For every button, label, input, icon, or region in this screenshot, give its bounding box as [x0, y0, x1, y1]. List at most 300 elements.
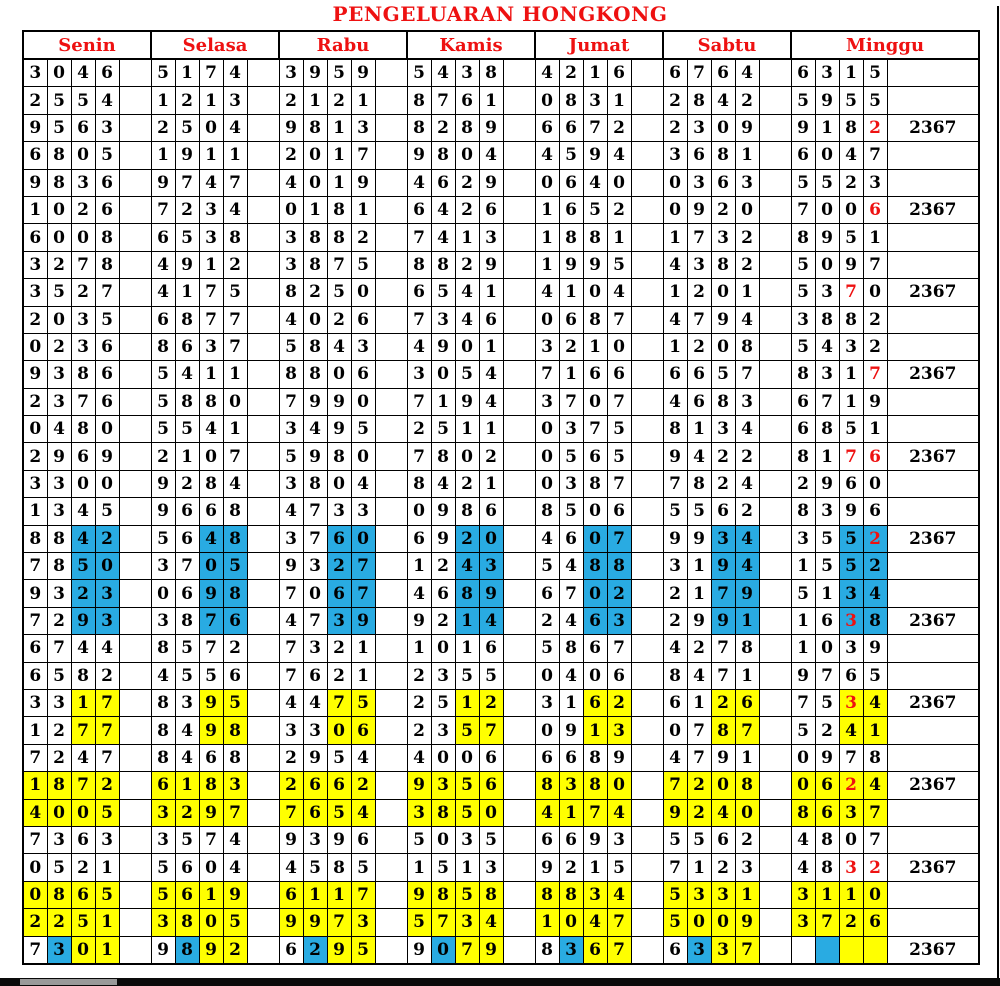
scrollbar-thumb[interactable] — [20, 979, 117, 985]
digit-cell: 1 — [839, 881, 863, 908]
digit-cell: 5 — [431, 689, 455, 716]
digit-cell: 9 — [351, 59, 375, 87]
note-cell — [887, 251, 979, 278]
spacer-cell — [759, 470, 791, 497]
spacer-cell — [375, 498, 407, 525]
spacer-cell — [247, 936, 279, 964]
digit-cell: 8 — [223, 498, 247, 525]
digit-cell: 2 — [863, 854, 887, 881]
digit-cell: 2 — [815, 717, 839, 744]
digit-cell: 4 — [559, 607, 583, 634]
spacer-cell — [759, 196, 791, 223]
spacer-cell — [503, 142, 535, 169]
digit-cell: 3 — [279, 525, 303, 552]
digit-cell: 0 — [431, 744, 455, 771]
digit-cell: 4 — [735, 416, 759, 443]
digit-cell: 2 — [151, 114, 175, 141]
spacer-cell — [631, 689, 663, 716]
digit-cell: 6 — [327, 580, 351, 607]
digit-cell: 6 — [151, 772, 175, 799]
digit-cell: 8 — [407, 87, 431, 114]
digit-cell: 2 — [839, 772, 863, 799]
spacer-cell — [119, 361, 151, 388]
digit-cell: 9 — [199, 799, 223, 826]
spacer-cell — [631, 772, 663, 799]
digit-cell: 9 — [663, 443, 687, 470]
note-cell — [887, 826, 979, 853]
digit-cell: 5 — [687, 826, 711, 853]
digit-cell: 9 — [711, 607, 735, 634]
digit-cell: 2 — [863, 525, 887, 552]
digit-cell: 1 — [175, 59, 199, 87]
digit-cell: 3 — [839, 689, 863, 716]
digit-cell: 5 — [559, 498, 583, 525]
spacer-cell — [375, 196, 407, 223]
table-row — [23, 224, 979, 251]
spacer-cell — [759, 881, 791, 908]
digit-cell: 2 — [535, 607, 559, 634]
digit-cell: 7 — [863, 826, 887, 853]
digit-cell: 5 — [535, 553, 559, 580]
table-row — [23, 744, 979, 771]
digit-cell: 3 — [607, 607, 631, 634]
digit-cell: 1 — [735, 279, 759, 306]
digit-cell: 3 — [151, 607, 175, 634]
digit-cell: 6 — [479, 196, 503, 223]
digit-cell: 9 — [303, 443, 327, 470]
digit-cell: 7 — [791, 196, 815, 223]
digit-cell: 1 — [663, 279, 687, 306]
spacer-cell — [119, 333, 151, 360]
digit-cell: 9 — [199, 717, 223, 744]
digit-cell: 5 — [455, 772, 479, 799]
spacer-cell — [631, 662, 663, 689]
digit-cell: 4 — [583, 909, 607, 936]
spacer-cell — [247, 553, 279, 580]
digit-cell: 8 — [327, 196, 351, 223]
table-row — [23, 114, 979, 141]
digit-cell: 9 — [583, 826, 607, 853]
digit-cell: 5 — [839, 87, 863, 114]
digit-cell: 6 — [431, 580, 455, 607]
digit-cell: 4 — [95, 635, 119, 662]
digit-cell: 5 — [791, 169, 815, 196]
digit-cell: 6 — [455, 87, 479, 114]
table-row — [23, 498, 979, 525]
digit-cell: 1 — [791, 607, 815, 634]
spacer-cell — [247, 388, 279, 415]
digit-cell: 6 — [351, 306, 375, 333]
digit-cell: 3 — [23, 470, 47, 497]
digit-cell: 2 — [711, 854, 735, 881]
digit-cell: 3 — [711, 881, 735, 908]
digit-cell: 3 — [839, 799, 863, 826]
digit-cell: 9 — [791, 662, 815, 689]
digit-cell: 7 — [479, 717, 503, 744]
digit-cell: 0 — [535, 717, 559, 744]
table-row — [23, 854, 979, 881]
digit-cell: 1 — [223, 361, 247, 388]
digit-cell: 6 — [559, 744, 583, 771]
digit-cell: 2 — [559, 333, 583, 360]
digit-cell: 3 — [23, 689, 47, 716]
digit-cell: 3 — [863, 169, 887, 196]
digit-cell: 6 — [559, 169, 583, 196]
digit-cell: 6 — [175, 580, 199, 607]
digit-cell: 2 — [863, 306, 887, 333]
digit-cell: 8 — [95, 251, 119, 278]
spacer-cell — [119, 662, 151, 689]
digit-cell: 0 — [711, 333, 735, 360]
digit-cell: 0 — [711, 909, 735, 936]
spacer-cell — [503, 498, 535, 525]
spacer-cell — [759, 279, 791, 306]
digit-cell: 0 — [663, 169, 687, 196]
digit-cell: 3 — [279, 224, 303, 251]
digit-cell: 3 — [199, 333, 223, 360]
digit-cell: 4 — [223, 470, 247, 497]
digit-cell: 9 — [327, 416, 351, 443]
digit-cell: 0 — [583, 388, 607, 415]
digit-cell: 3 — [583, 87, 607, 114]
digit-cell: 4 — [327, 333, 351, 360]
spacer-cell — [503, 443, 535, 470]
digit-cell: 5 — [839, 224, 863, 251]
spacer-cell — [503, 799, 535, 826]
digit-cell: 0 — [863, 881, 887, 908]
digit-cell: 1 — [583, 854, 607, 881]
digit-cell: 5 — [839, 416, 863, 443]
digit-cell: 2 — [175, 87, 199, 114]
digit-cell: 0 — [711, 772, 735, 799]
digit-cell: 3 — [791, 909, 815, 936]
digit-cell: 7 — [199, 607, 223, 634]
digit-cell: 8 — [839, 306, 863, 333]
digit-cell: 9 — [303, 744, 327, 771]
digit-cell: 9 — [559, 251, 583, 278]
spacer-cell — [247, 333, 279, 360]
digit-cell: 4 — [735, 525, 759, 552]
digit-cell: 1 — [535, 251, 559, 278]
digit-cell: 5 — [351, 854, 375, 881]
digit-cell: 4 — [455, 306, 479, 333]
spacer-cell — [247, 662, 279, 689]
digit-cell: 8 — [175, 909, 199, 936]
digit-cell: 6 — [407, 525, 431, 552]
digit-cell: 5 — [863, 87, 887, 114]
digit-cell: 5 — [607, 443, 631, 470]
digit-cell: 9 — [583, 142, 607, 169]
digit-cell: 0 — [23, 854, 47, 881]
spacer-cell — [631, 717, 663, 744]
digit-cell: 7 — [607, 525, 631, 552]
digit-cell: 4 — [735, 470, 759, 497]
digit-cell: 9 — [407, 936, 431, 964]
spacer-cell — [759, 388, 791, 415]
spacer-cell — [119, 279, 151, 306]
digit-cell: 3 — [223, 87, 247, 114]
digit-cell: 9 — [151, 169, 175, 196]
digit-cell: 7 — [199, 306, 223, 333]
digit-cell: 3 — [479, 224, 503, 251]
digit-cell: 3 — [839, 854, 863, 881]
digit-cell: 0 — [303, 169, 327, 196]
spacer-cell — [759, 87, 791, 114]
digit-cell: 8 — [175, 936, 199, 964]
spacer-cell — [119, 114, 151, 141]
digit-cell: 2 — [663, 87, 687, 114]
digit-cell: 0 — [455, 142, 479, 169]
digit-cell: 7 — [199, 59, 223, 87]
spacer-cell — [503, 580, 535, 607]
digit-cell: 0 — [583, 525, 607, 552]
digit-cell: 4 — [23, 799, 47, 826]
digit-cell: 8 — [199, 388, 223, 415]
table-row — [23, 881, 979, 908]
digit-cell: 0 — [791, 744, 815, 771]
digit-cell: 3 — [279, 251, 303, 278]
spacer-cell — [119, 854, 151, 881]
digit-cell — [839, 936, 863, 964]
spacer-cell — [375, 772, 407, 799]
digit-cell: 6 — [95, 388, 119, 415]
digit-cell: 9 — [687, 196, 711, 223]
digit-cell: 7 — [607, 306, 631, 333]
digit-cell: 7 — [535, 361, 559, 388]
digit-cell: 0 — [351, 525, 375, 552]
digit-cell: 4 — [303, 689, 327, 716]
spacer-cell — [503, 114, 535, 141]
digit-cell: 2 — [95, 772, 119, 799]
digit-cell: 7 — [663, 470, 687, 497]
digit-cell: 7 — [687, 744, 711, 771]
digit-cell: 7 — [327, 251, 351, 278]
digit-cell: 0 — [327, 361, 351, 388]
digit-cell: 5 — [407, 59, 431, 87]
digit-cell: 3 — [815, 498, 839, 525]
digit-cell: 1 — [431, 388, 455, 415]
digit-cell: 3 — [175, 689, 199, 716]
digit-cell: 0 — [199, 114, 223, 141]
digit-cell: 5 — [791, 333, 815, 360]
digit-cell: 9 — [327, 936, 351, 964]
digit-cell: 6 — [583, 689, 607, 716]
spacer-cell — [631, 361, 663, 388]
note-cell — [887, 662, 979, 689]
digit-cell: 8 — [223, 717, 247, 744]
digit-cell: 1 — [23, 498, 47, 525]
digit-cell: 9 — [175, 142, 199, 169]
table-row — [23, 142, 979, 169]
spacer-cell — [503, 909, 535, 936]
spacer-cell — [503, 251, 535, 278]
spacer-cell — [759, 744, 791, 771]
digit-cell: 3 — [687, 936, 711, 964]
digit-cell: 0 — [71, 470, 95, 497]
day-header-senin: Senin — [23, 31, 151, 59]
digit-cell: 0 — [863, 279, 887, 306]
digit-cell: 1 — [175, 443, 199, 470]
digit-cell: 9 — [327, 388, 351, 415]
digit-cell: 6 — [687, 361, 711, 388]
digit-cell: 9 — [839, 251, 863, 278]
digit-cell: 3 — [431, 772, 455, 799]
digit-cell: 7 — [223, 443, 247, 470]
digit-cell: 9 — [431, 525, 455, 552]
spacer-cell — [631, 306, 663, 333]
digit-cell: 8 — [151, 744, 175, 771]
spacer-cell — [631, 169, 663, 196]
digit-cell: 0 — [815, 251, 839, 278]
digit-cell: 3 — [431, 717, 455, 744]
spacer-cell — [119, 306, 151, 333]
digit-cell: 8 — [791, 361, 815, 388]
digit-cell: 4 — [279, 169, 303, 196]
digit-cell: 8 — [607, 553, 631, 580]
spacer-cell — [631, 525, 663, 552]
spacer-cell — [503, 826, 535, 853]
digit-cell: 5 — [175, 826, 199, 853]
note-cell — [887, 224, 979, 251]
digit-cell: 7 — [663, 772, 687, 799]
digit-cell: 0 — [23, 416, 47, 443]
digit-cell: 8 — [327, 854, 351, 881]
digit-cell: 3 — [711, 525, 735, 552]
table-row — [23, 59, 979, 87]
digit-cell: 4 — [839, 717, 863, 744]
digit-cell: 4 — [663, 306, 687, 333]
spacer-cell — [119, 443, 151, 470]
digit-cell: 2 — [839, 169, 863, 196]
digit-cell: 4 — [711, 87, 735, 114]
digit-cell: 3 — [95, 607, 119, 634]
digit-cell: 1 — [455, 607, 479, 634]
digit-cell: 0 — [687, 909, 711, 936]
digit-cell: 6 — [583, 607, 607, 634]
digit-cell: 1 — [407, 553, 431, 580]
note-cell — [887, 416, 979, 443]
digit-cell: 0 — [583, 580, 607, 607]
spacer-cell — [631, 498, 663, 525]
digit-cell: 2 — [47, 251, 71, 278]
digit-cell: 3 — [95, 580, 119, 607]
spacer-cell — [375, 443, 407, 470]
note-cell: 2367 — [887, 689, 979, 716]
digit-cell: 5 — [479, 662, 503, 689]
digit-cell: 1 — [327, 169, 351, 196]
digit-cell: 9 — [303, 59, 327, 87]
digit-cell: 6 — [583, 361, 607, 388]
spacer-cell — [503, 525, 535, 552]
spacer-cell — [119, 169, 151, 196]
digit-cell: 5 — [607, 854, 631, 881]
digit-cell: 9 — [607, 744, 631, 771]
digit-cell: 8 — [687, 87, 711, 114]
digit-cell: 0 — [535, 306, 559, 333]
digit-cell: 6 — [815, 799, 839, 826]
digit-cell: 3 — [535, 388, 559, 415]
digit-cell: 0 — [583, 279, 607, 306]
digit-cell: 1 — [687, 553, 711, 580]
digit-cell: 3 — [735, 169, 759, 196]
digit-cell: 0 — [583, 662, 607, 689]
day-header-sabtu: Sabtu — [663, 31, 791, 59]
spacer-cell — [631, 114, 663, 141]
digit-cell: 4 — [223, 826, 247, 853]
digit-cell: 4 — [175, 744, 199, 771]
table-row — [23, 87, 979, 114]
spacer-cell — [375, 59, 407, 87]
digit-cell: 8 — [455, 114, 479, 141]
digit-cell: 2 — [23, 306, 47, 333]
digit-cell: 4 — [175, 361, 199, 388]
table-row — [23, 799, 979, 826]
digit-cell: 9 — [279, 826, 303, 853]
spacer-cell — [631, 416, 663, 443]
horizontal-scrollbar[interactable] — [0, 978, 1000, 986]
table-row — [23, 635, 979, 662]
digit-cell: 5 — [863, 662, 887, 689]
day-header-minggu: Minggu — [791, 31, 979, 59]
digit-cell: 2 — [455, 525, 479, 552]
digit-cell: 8 — [407, 470, 431, 497]
digit-cell: 2 — [71, 196, 95, 223]
digit-cell: 6 — [151, 306, 175, 333]
spacer-cell — [119, 470, 151, 497]
digit-cell: 5 — [47, 114, 71, 141]
digit-cell: 2 — [687, 772, 711, 799]
digit-cell: 6 — [791, 59, 815, 87]
digit-cell: 5 — [839, 553, 863, 580]
digit-cell: 1 — [559, 689, 583, 716]
table-row — [23, 580, 979, 607]
digit-cell: 2 — [735, 87, 759, 114]
digit-cell: 2 — [279, 744, 303, 771]
spacer-cell — [247, 881, 279, 908]
digit-cell: 0 — [23, 333, 47, 360]
spacer-cell — [631, 59, 663, 87]
digit-cell: 9 — [687, 607, 711, 634]
digit-cell: 8 — [711, 717, 735, 744]
digit-cell: 7 — [199, 826, 223, 853]
digit-cell: 1 — [735, 142, 759, 169]
digit-cell: 4 — [431, 470, 455, 497]
digit-cell: 5 — [279, 443, 303, 470]
digit-cell: 7 — [407, 224, 431, 251]
digit-cell: 9 — [151, 470, 175, 497]
digit-cell: 9 — [175, 251, 199, 278]
digit-cell: 0 — [199, 909, 223, 936]
digit-cell: 0 — [199, 854, 223, 881]
digit-cell: 2 — [407, 717, 431, 744]
spacer-cell — [375, 717, 407, 744]
note-cell — [887, 580, 979, 607]
digit-cell: 1 — [583, 717, 607, 744]
digit-cell: 5 — [407, 826, 431, 853]
digit-cell: 0 — [23, 881, 47, 908]
digit-cell: 8 — [559, 881, 583, 908]
digit-cell: 2 — [431, 114, 455, 141]
digit-cell: 2 — [175, 799, 199, 826]
digit-cell: 1 — [455, 854, 479, 881]
digit-cell: 2 — [303, 936, 327, 964]
digit-cell: 8 — [583, 470, 607, 497]
table-row — [23, 689, 979, 716]
digit-cell: 4 — [863, 580, 887, 607]
digit-cell: 3 — [407, 361, 431, 388]
digit-cell: 2 — [455, 470, 479, 497]
digit-cell: 4 — [223, 59, 247, 87]
